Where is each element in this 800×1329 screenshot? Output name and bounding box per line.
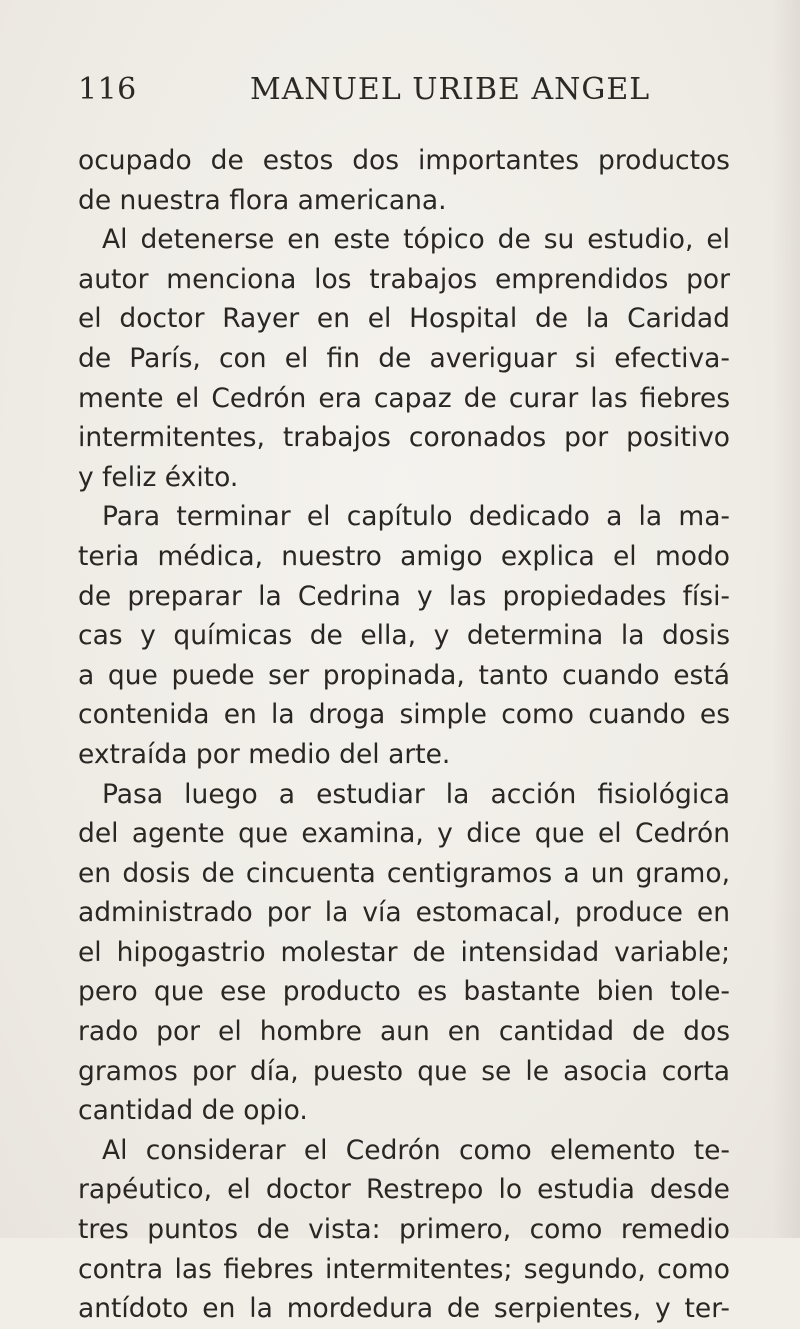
page-header (78, 72, 730, 112)
text-line: antídoto en la mordedura de serpientes, y ter- (78, 1293, 730, 1325)
text-line: cas y químicas de ella, y determina la dosis (78, 620, 730, 652)
text-line: Al detenerse en este tópico de su estudio, el (102, 224, 730, 256)
text-line: en dosis de cincuenta centigramos a un gramo, (78, 857, 730, 889)
text-line: extraída por medio del arte. (78, 738, 451, 770)
text-line: teria médica, nuestro amigo explica el modo (78, 540, 730, 572)
text-line: el hipogastrio molestar de intensidad variable; (78, 936, 730, 968)
text-line: Al considerar el Cedrón como elemento te- (102, 1134, 730, 1166)
text-line: mente el Cedrón era capaz de curar las fiebres (78, 382, 730, 414)
text-line: del agente que examina, y dice que el Cedrón (78, 818, 730, 850)
text-line: ocupado de estos dos importantes productos (78, 145, 730, 176)
running-head: MANUEL URIBE ANGEL (250, 72, 651, 107)
text-line: gramos por día, puesto que se le asocia corta (78, 1055, 730, 1087)
text-line: y feliz éxito. (78, 461, 239, 493)
text-line: de París, con el fin de averiguar si efectiva- (78, 342, 730, 374)
text-line: de nuestra flora americana. (78, 184, 447, 216)
text-line: de preparar la Cedrina y las propiedades físi- (78, 580, 730, 612)
text-line: Pasa luego a estudiar la acción fisiológica (102, 778, 730, 810)
text-line: intermitentes, trabajos coronados por positivo (78, 422, 730, 454)
text-line: contenida en la droga simple como cuando es (78, 699, 730, 731)
text-line: a que puede ser propinada, tanto cuando está (78, 659, 730, 691)
text-line: el doctor Rayer en el Hospital de la Caridad (78, 303, 730, 335)
text-line: pero que ese producto es bastante bien tole- (78, 976, 730, 1008)
text-line: administrado por la vía estomacal, produce en (78, 897, 730, 929)
page-number: 116 (78, 72, 137, 107)
text-line: rapéutico, el doctor Restrepo lo estudia desde (78, 1174, 730, 1206)
text-line: contra las fiebres intermitentes; segundo, como (78, 1253, 730, 1285)
text-line: Para terminar el capítulo dedicado a la ma- (102, 501, 730, 533)
text-line: tres puntos de vista: primero, como remedio (78, 1214, 730, 1246)
text-line: autor menciona los trabajos emprendidos por (78, 263, 730, 295)
text-line: cantidad de opio. (78, 1095, 308, 1127)
body-text (78, 141, 730, 1329)
page-edge-shadow (772, 0, 800, 1238)
text-line: rado por el hombre aun en cantidad de dos (78, 1016, 730, 1048)
